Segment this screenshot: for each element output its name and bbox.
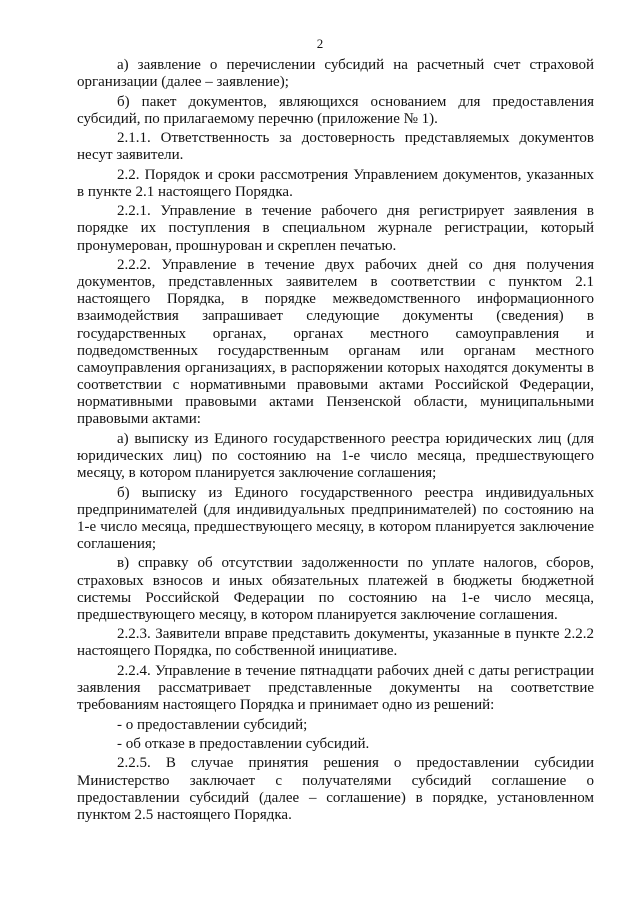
paragraph-item-b-egrip: б) выписку из Единого государственного реестра индивидуальных предпринимателей (для индивидуальных предпринимателей) по состоянию на 1-е число месяца, предшествующего месяцу, в котором планируется заключение соглашения;	[77, 484, 594, 552]
paragraph-item-a-egrul: а) выписку из Единого государственного реестра юридических лиц (для юридических лиц) по состоянию на 1-е число месяца, предшествующего месяцу, в котором планируется заключение соглашения;	[77, 430, 594, 482]
decision-option-refuse: - об отказе в предоставлении субсидий.	[117, 735, 370, 752]
paragraph-2-2: 2.2. Порядок и сроки рассмотрения Управлением документов, указанных в пункте 2.1 настоящего Порядка.	[77, 166, 594, 200]
paragraph-item-v-tax-certificate: в) справку об отсутствии задолженности по уплате налогов, сборов, страховых взносов и иных обязательных платежей в бюджеты бюджетной системы Российской Федерации по состоянию на 1-е число месяца, предшествующего месяцу, в котором планируется заключение соглашения.	[77, 555, 594, 623]
paragraph-2-2-4: 2.2.4. Управление в течение пятнадцати рабочих дней с даты регистрации заявления рассматривает представленные документы на соответствие требованиям настоящего Порядка и принимает одно из решений:	[77, 662, 594, 714]
paragraph-2-2-2: 2.2.2. Управление в течение двух рабочих дней со дня получения документов, представленных заявителем в соответствии с пунктом 2.1 настоящего Порядка, в порядке межведомственного информационного взаимодействия запрашивает следующие документы (сведения) в государственных органах, органах местного самоуправления и подведомственных государственным органам или органам местного самоуправления организациях, в распоряжении которых находятся документы в соответствии с нормативными правовыми актами Российской Федерации, нормативными правовыми актами Пензенской области, муниципальными правовыми актами:	[77, 256, 594, 428]
paragraph-2-2-3: 2.2.3. Заявители вправе представить документы, указанные в пункте 2.2.2 настоящего Порядка, по собственной инициативе.	[77, 626, 594, 660]
paragraph-2-2-1: 2.2.1. Управление в течение рабочего дня регистрирует заявления в порядке их поступления в специальном журнале регистрации, который пронумерован, прошнурован и скреплен печатью.	[77, 203, 594, 254]
paragraph-item-b-documents-package: б) пакет документов, являющихся основанием для предоставления субсидий, по прилагаемому перечню (приложение № 1).	[77, 93, 594, 127]
page-number: 2	[316, 36, 324, 51]
paragraph-item-a-application: а) заявление о перечислении субсидий на расчетный счет страховой организации (далее – заявление);	[77, 57, 594, 91]
paragraph-2-1-1: 2.1.1. Ответственность за достоверность представляемых документов несут заявители.	[77, 130, 594, 164]
paragraph-2-2-5: 2.2.5. В случае принятия решения о предоставлении субсидии Министерство заключает с получателями субсидий соглашение о предоставлении субсидий (далее – соглашение) в порядке, установленном пунктом 2.5 настоящего Порядка.	[77, 755, 594, 823]
decision-option-grant: - о предоставлении субсидий;	[117, 716, 308, 733]
document-body	[77, 57, 594, 824]
